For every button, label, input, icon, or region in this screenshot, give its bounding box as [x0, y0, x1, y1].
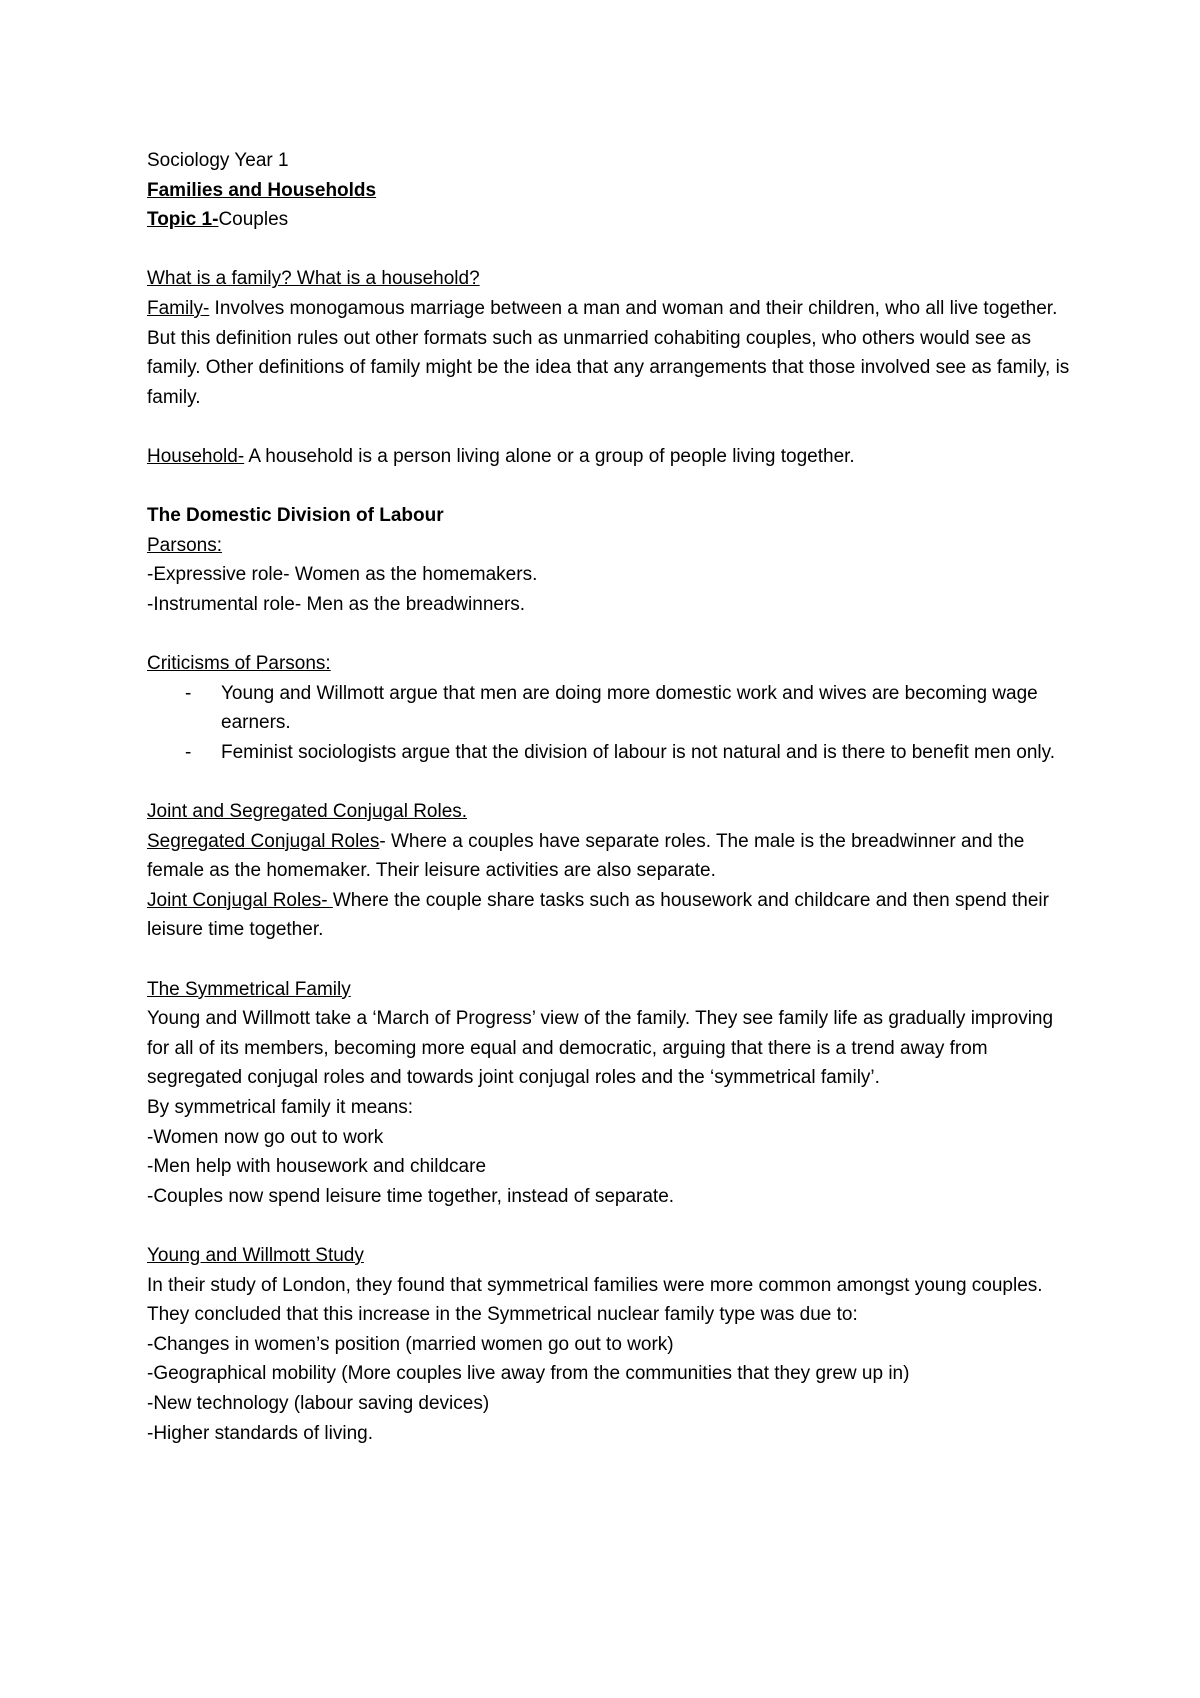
study-cause: -Changes in women’s position (married women go out to work) — [147, 1333, 674, 1355]
topic-label: Topic 1- — [147, 209, 219, 231]
symmetrical-family-paragraph: Young and Willmott take a ‘March of Progress’ view of the family. They see family life as gradually improving for all of its members, becoming more equal and democratic, arguing that there is a trend away from segregated conjugal roles and towards joint conjugal roles and the ‘symmetrical family’. — [147, 1008, 1054, 1089]
document-page — [147, 146, 1077, 1448]
symmetrical-point: -Men help with housework and childcare — [147, 1156, 487, 1178]
joint-text: Where the couple share tasks such as housework and childcare and then spend their leisure time together. — [147, 889, 1049, 941]
symmetrical-point: -Couples now spend leisure time together, instead of separate. — [147, 1185, 675, 1207]
spacer — [147, 235, 1077, 265]
course-title: Sociology Year 1 — [147, 150, 289, 171]
definitions-heading: What is a family? What is a household? — [147, 268, 480, 290]
spacer — [147, 945, 1077, 975]
bullet-dash: - — [185, 682, 192, 704]
symmetrical-point: -Women now go out to work — [147, 1126, 384, 1148]
role-item: -Instrumental role- Men as the breadwinners. — [147, 593, 526, 615]
conjugal-roles-heading: Joint and Segregated Conjugal Roles. — [147, 801, 468, 823]
criticism-item — [147, 679, 1077, 738]
spacer — [147, 1211, 1077, 1241]
study-heading: Young and Willmott Study — [147, 1244, 364, 1266]
family-text: Involves monogamous marriage between a man and woman and their children, who all live together. But this definition rules out other formats such as unmarried cohabiting couples, who others would see as family. Other definitions of family might be the idea that any arrangements that those involved see as family, is family. — [147, 297, 1070, 408]
household-term: Household- — [147, 445, 245, 467]
topic-name: Couples — [218, 209, 289, 231]
parsons-label: Parsons: — [147, 534, 222, 556]
study-paragraph: In their study of London, they found that symmetrical families were more common amongst young couples. They concluded that this increase in the Symmetrical nuclear family type was due to: — [147, 1274, 1043, 1326]
domestic-division-heading: The Domestic Division of Labour — [147, 505, 444, 527]
joint-term: Joint Conjugal Roles- — [147, 889, 333, 911]
study-cause: -Geographical mobility (More couples live away from the communities that they grew up in) — [147, 1363, 910, 1385]
spacer — [147, 767, 1077, 797]
spacer — [147, 412, 1077, 442]
family-definition — [147, 294, 1077, 412]
joint-roles-paragraph — [147, 886, 1077, 945]
criticism-item — [147, 738, 1077, 768]
segregated-term: Segregated Conjugal Roles — [147, 830, 380, 852]
spacer — [147, 472, 1077, 502]
segregated-text: - Where a couples have separate roles. The male is the breadwinner and the female as the homemaker. Their leisure activities are also separate. — [147, 830, 1025, 882]
spacer — [147, 620, 1077, 650]
family-term: Family- — [147, 297, 210, 319]
symmetrical-family-heading: The Symmetrical Family — [147, 978, 351, 1000]
criticisms-heading: Criticisms of Parsons: — [147, 653, 331, 675]
unit-title: Families and Households — [147, 179, 377, 201]
study-cause: -Higher standards of living. — [147, 1422, 373, 1444]
criticism-text: Young and Willmott argue that men are doing more domestic work and wives are becoming wage earners. — [221, 682, 1038, 734]
topic-line — [147, 205, 1077, 235]
role-item: -Expressive role- Women as the homemakers. — [147, 564, 538, 586]
criticism-text: Feminist sociologists argue that the division of labour is not natural and is there to benefit men only. — [221, 741, 1055, 763]
segregated-roles-paragraph — [147, 827, 1077, 886]
bullet-dash: - — [185, 741, 192, 763]
household-definition — [147, 442, 1077, 472]
household-text: A household is a person living alone or a group of people living together. — [244, 445, 855, 467]
symmetrical-intro: By symmetrical family it means: — [147, 1097, 414, 1118]
study-cause: -New technology (labour saving devices) — [147, 1392, 490, 1414]
